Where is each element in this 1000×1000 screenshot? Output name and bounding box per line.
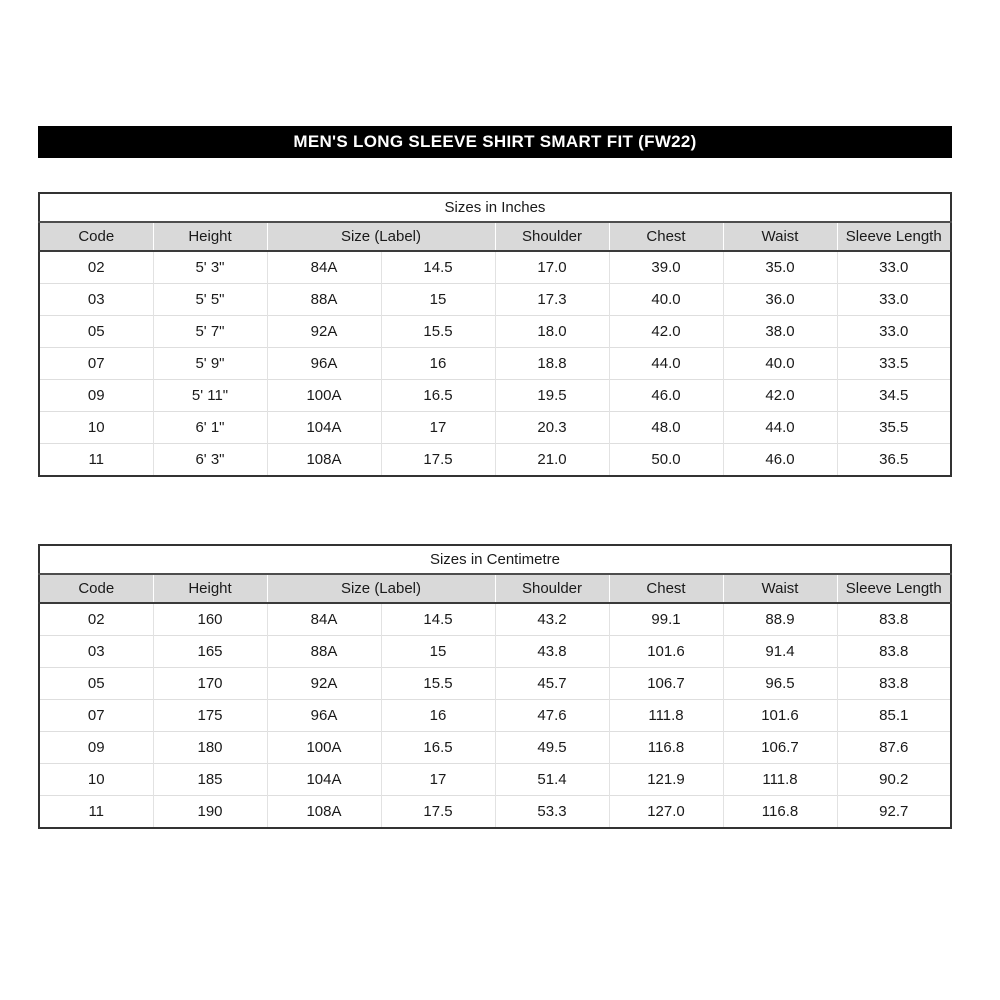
table-cell: 101.6 [723,700,837,732]
table-cell: 15 [381,284,495,316]
table-cell: 15.5 [381,316,495,348]
table-cell: 92A [267,668,381,700]
table-cell: 07 [39,700,153,732]
column-header-chest: Chest [609,222,723,251]
table-cell: 6' 3" [153,444,267,477]
table-cell: 16.5 [381,732,495,764]
table-cell: 17 [381,412,495,444]
table-cell: 18.8 [495,348,609,380]
table-cell: 84A [267,251,381,284]
table-row [39,636,951,668]
table-cell: 5' 7" [153,316,267,348]
table-cell: 175 [153,700,267,732]
table-cell: 14.5 [381,251,495,284]
table-cell: 34.5 [837,380,951,412]
table-cell: 15.5 [381,668,495,700]
table-cell: 33.0 [837,316,951,348]
table-cell: 83.8 [837,636,951,668]
table-row [39,764,951,796]
table-cell: 10 [39,764,153,796]
column-header-waist: Waist [723,574,837,603]
column-header-shoulder: Shoulder [495,222,609,251]
table-cell: 09 [39,732,153,764]
table-cell: 16 [381,700,495,732]
table-cell: 96.5 [723,668,837,700]
table-cell: 46.0 [723,444,837,477]
table-cell: 36.5 [837,444,951,477]
table-row [39,251,951,284]
table-cell: 03 [39,284,153,316]
table-cell: 17 [381,764,495,796]
table-cell: 84A [267,603,381,636]
column-header-chest: Chest [609,574,723,603]
table-cell: 180 [153,732,267,764]
table-cell: 49.5 [495,732,609,764]
table-cell: 02 [39,603,153,636]
table-cell: 121.9 [609,764,723,796]
table-caption: Sizes in Inches [39,193,951,222]
page-title: MEN'S LONG SLEEVE SHIRT SMART FIT (FW22) [293,132,697,151]
column-header-code: Code [39,574,153,603]
table-cell: 14.5 [381,603,495,636]
column-header-size-label: Size (Label) [267,574,495,603]
table-cell: 35.5 [837,412,951,444]
table-cell: 16.5 [381,380,495,412]
column-header-sleeve-length: Sleeve Length [837,574,951,603]
table-cell: 46.0 [609,380,723,412]
table-cell: 50.0 [609,444,723,477]
table-cell: 116.8 [723,796,837,829]
table-row [39,348,951,380]
table-cell: 101.6 [609,636,723,668]
table-cell: 111.8 [723,764,837,796]
table-row [39,668,951,700]
table-cell: 02 [39,251,153,284]
table-cell: 92A [267,316,381,348]
table-cell: 108A [267,444,381,477]
table-cell: 43.8 [495,636,609,668]
table-caption-row [39,545,951,574]
table-cell: 40.0 [609,284,723,316]
table-cell: 17.5 [381,796,495,829]
title-banner [38,126,952,158]
table-cell: 100A [267,380,381,412]
table-row [39,796,951,829]
table-cell: 42.0 [723,380,837,412]
sizes-in-inches-table [38,192,952,477]
table-cell: 33.0 [837,251,951,284]
table-cell: 100A [267,732,381,764]
table-cell: 160 [153,603,267,636]
table-cell: 104A [267,764,381,796]
table-cell: 104A [267,412,381,444]
table-cell: 38.0 [723,316,837,348]
table-cell: 15 [381,636,495,668]
table-cell: 83.8 [837,603,951,636]
sizes-in-centimetre-table [38,544,952,829]
table-cell: 43.2 [495,603,609,636]
column-header-size-label: Size (Label) [267,222,495,251]
column-header-row [39,222,951,251]
table-cell: 39.0 [609,251,723,284]
table-cell: 5' 9" [153,348,267,380]
table-cell: 170 [153,668,267,700]
table-cell: 53.3 [495,796,609,829]
table-row [39,444,951,477]
table-cell: 16 [381,348,495,380]
table-cell: 96A [267,700,381,732]
column-header-row [39,574,951,603]
table-cell: 88A [267,636,381,668]
table-cell: 91.4 [723,636,837,668]
table-cell: 40.0 [723,348,837,380]
table-cell: 17.5 [381,444,495,477]
table-cell: 83.8 [837,668,951,700]
table-cell: 05 [39,316,153,348]
table-cell: 36.0 [723,284,837,316]
table-cell: 116.8 [609,732,723,764]
table-cell: 106.7 [609,668,723,700]
table-cell: 03 [39,636,153,668]
table-cell: 33.0 [837,284,951,316]
table-cell: 21.0 [495,444,609,477]
table-cell: 90.2 [837,764,951,796]
table-caption-row [39,193,951,222]
table-row [39,603,951,636]
table-cell: 44.0 [723,412,837,444]
table-cell: 51.4 [495,764,609,796]
table-cell: 92.7 [837,796,951,829]
table-cell: 33.5 [837,348,951,380]
column-header-height: Height [153,222,267,251]
column-header-code: Code [39,222,153,251]
table-cell: 87.6 [837,732,951,764]
table-cell: 99.1 [609,603,723,636]
table-cell: 05 [39,668,153,700]
table-cell: 5' 3" [153,251,267,284]
table-cell: 5' 11" [153,380,267,412]
column-header-sleeve-length: Sleeve Length [837,222,951,251]
column-header-height: Height [153,574,267,603]
table-cell: 45.7 [495,668,609,700]
table-cell: 85.1 [837,700,951,732]
table-cell: 20.3 [495,412,609,444]
table-cell: 11 [39,444,153,477]
table-cell: 185 [153,764,267,796]
table-cell: 88A [267,284,381,316]
table-cell: 19.5 [495,380,609,412]
column-header-shoulder: Shoulder [495,574,609,603]
table-cell: 18.0 [495,316,609,348]
table-cell: 35.0 [723,251,837,284]
table-cell: 106.7 [723,732,837,764]
table-cell: 111.8 [609,700,723,732]
table-cell: 10 [39,412,153,444]
table-cell: 44.0 [609,348,723,380]
table-cell: 11 [39,796,153,829]
table-cell: 96A [267,348,381,380]
table-cell: 48.0 [609,412,723,444]
table-cell: 165 [153,636,267,668]
table-cell: 190 [153,796,267,829]
table-row [39,284,951,316]
table-cell: 127.0 [609,796,723,829]
table-cell: 09 [39,380,153,412]
table-row [39,700,951,732]
table-cell: 17.3 [495,284,609,316]
table-cell: 17.0 [495,251,609,284]
table-cell: 6' 1" [153,412,267,444]
table-row [39,316,951,348]
column-header-waist: Waist [723,222,837,251]
table-cell: 42.0 [609,316,723,348]
table-cell: 108A [267,796,381,829]
table-cell: 47.6 [495,700,609,732]
table-row [39,732,951,764]
table-cell: 5' 5" [153,284,267,316]
table-row [39,412,951,444]
table-cell: 07 [39,348,153,380]
table-caption: Sizes in Centimetre [39,545,951,574]
table-row [39,380,951,412]
table-cell: 88.9 [723,603,837,636]
